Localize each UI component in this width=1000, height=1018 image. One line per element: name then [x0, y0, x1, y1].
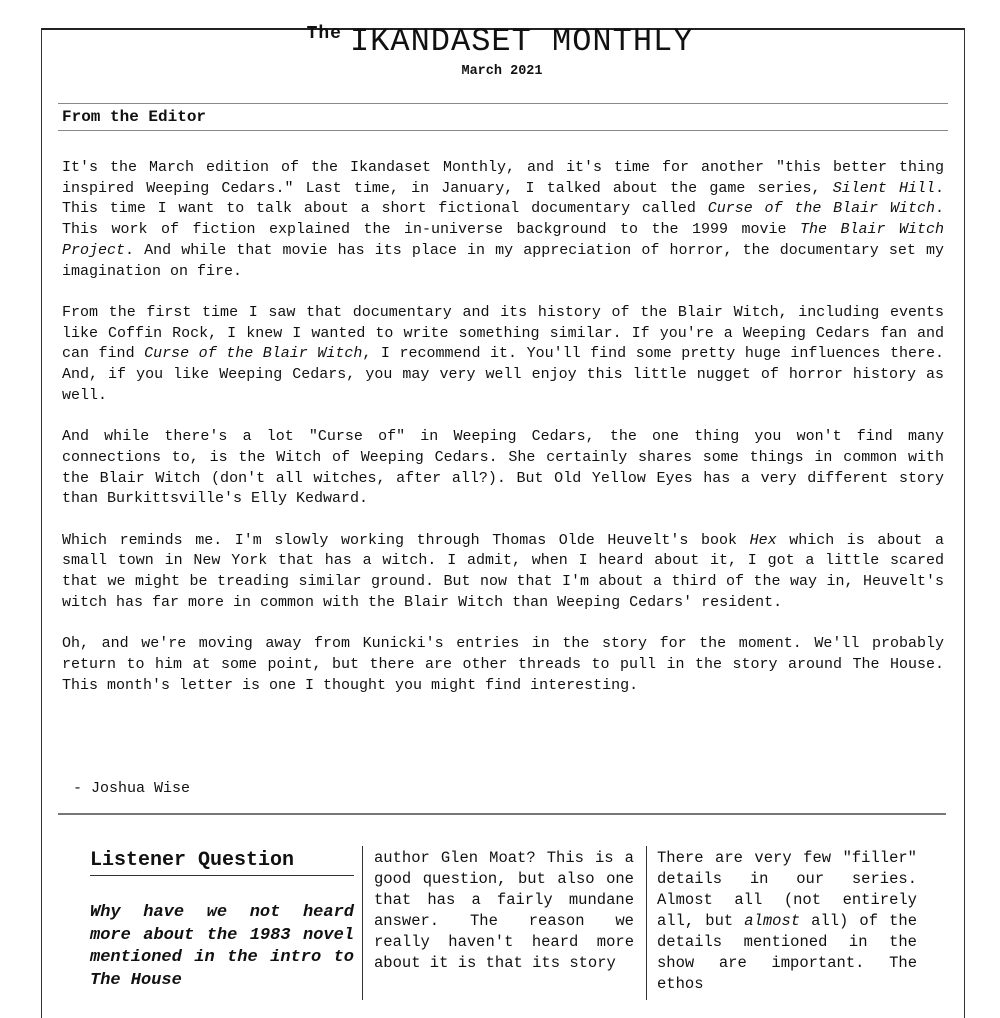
text-run: . This work of fiction explained the in-universe background to the 1999 movie	[62, 200, 944, 239]
text-run: And while there's a lot "Curse of" in Weeping Cedars, the one thing you won't find many connections to, is the Witch of Weeping Cedars. She certainly shares some things in common with the Blair Witch (don't all witches, after all?). But Old Yellow Eyes has a very different story than Burkittsville's Elly Kedward.	[62, 428, 944, 508]
column-divider	[646, 846, 647, 1000]
text-run: . This time I want to talk about a short fictional documentary called	[62, 179, 944, 218]
text-run: There are very few "filler" details in our series. Almost all (not entirely all, but	[657, 849, 917, 930]
editor-paragraph	[62, 303, 944, 407]
text-run: It's the March edition of the Ikandaset Monthly, and it's time for another "this better thing inspired Weeping Cedars." Last time, in January, I talked about the game series,	[62, 159, 944, 197]
text-run: all) of the details mentioned in the show are important. The ethos	[657, 912, 918, 993]
answer-column-1: author Glen Moat? This is a good question, but also one that has a fairly mundane answer. The reason we really haven't heard more about it is that its story	[374, 849, 634, 972]
text-run: Oh, and we're moving away from Kunicki's entries in the story for the moment. We'll probably return to him at some point, but there are other threads to pull in the story around The House. This month's letter is one I thought you might find interesting.	[62, 635, 944, 694]
section-heading-editor: From the Editor	[62, 108, 207, 126]
editor-paragraph	[62, 158, 944, 282]
issue-date: March 2021	[461, 64, 543, 79]
answer-column-2	[657, 848, 917, 995]
column-divider	[362, 846, 363, 1000]
text-run: From the first time I saw that documentary and its history of the Blair Witch, including events like Coffin Rock, I knew I wanted to write something similar. If you're a Weeping Cedars fan and can find	[62, 303, 944, 363]
text-run: , I recommend it. You'll find some pretty huge influences there. And, if you like Weeping Cedars, you may very well enjoy this little nugget of horror history as well.	[62, 345, 944, 404]
signature: - Joshua Wise	[73, 780, 191, 797]
divider-heading	[58, 130, 948, 131]
editor-letter	[62, 158, 944, 717]
italic-title: Curse of the Blair Witch	[144, 345, 363, 363]
italic-title: almost	[744, 912, 801, 930]
listener-question-column	[90, 848, 354, 992]
editor-paragraph	[62, 427, 944, 510]
text-run: Which reminds me. I'm slowly working through Thomas Olde Heuvelt's book	[62, 531, 750, 549]
masthead	[0, 18, 1000, 79]
section-divider	[58, 813, 946, 815]
italic-title: Curse of the Blair Witch	[707, 200, 935, 218]
italic-title: The Blair Witch Project	[62, 221, 944, 259]
editor-paragraph	[62, 531, 944, 614]
divider-top	[58, 103, 948, 104]
masthead-title: IKANDASET MONTHLY	[349, 23, 694, 60]
editor-paragraph	[62, 634, 944, 696]
italic-title: Silent Hill	[832, 179, 935, 197]
text-run: . And while that movie has its place in my appreciation of horror, the documentary set my imagination on fire.	[62, 241, 944, 280]
masthead-the: The	[306, 24, 342, 44]
text-run: which is about a small town in New York that has a witch. I admit, when I heard about it, I got a little scared that we might be treading similar ground. But now that I'm about a third of the way in, Heuvelt's witch has far more in common with the Blair Witch than Weeping Cedars' resident.	[62, 531, 944, 611]
italic-title: Hex	[749, 531, 777, 549]
listener-question-heading: Listener Question	[90, 850, 354, 876]
listener-question-text: Why have we not heard more about the 1983 novel mentioned in the intro to The House	[90, 903, 354, 990]
